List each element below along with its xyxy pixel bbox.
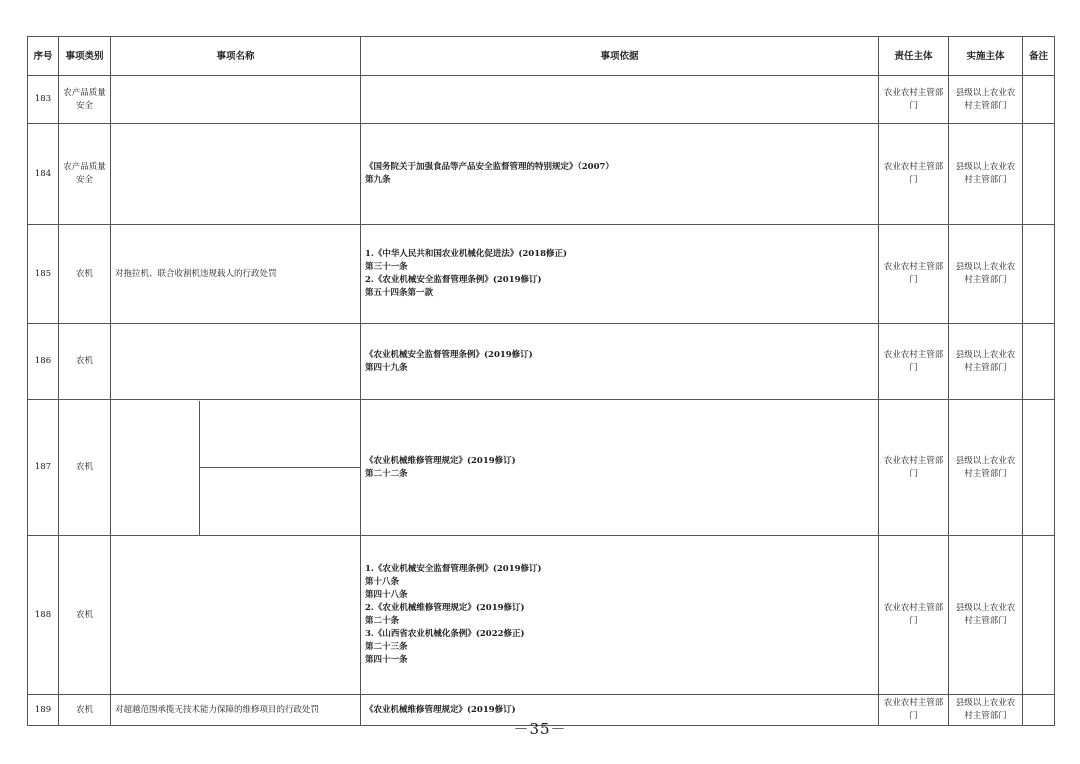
row-num: 183 — [28, 76, 59, 124]
basis-article-label: 第二十二条 — [365, 468, 408, 479]
row-name: 对超越范围承揽无技术能力保障的维修项目的行政处罚 — [111, 695, 361, 726]
table-row — [28, 225, 1055, 324]
row-category: 农产品质量安全 — [59, 76, 111, 124]
row-owner: 农业农村主管部门 — [879, 324, 949, 400]
basis-law-title: 2.《农业机械维修管理规定》(2019修订) — [365, 603, 525, 613]
matter-table — [27, 36, 1055, 726]
row-owner: 农业农村主管部门 — [879, 76, 949, 124]
row-agency: 县级以上农业农村主管部门 — [949, 225, 1023, 324]
basis-article-label: 第十八条 — [365, 577, 400, 587]
basis-law-title: 3.《山西省农业机械化条例》(2022修正) — [365, 629, 525, 639]
table-row — [28, 76, 1055, 124]
row-agency: 县级以上农业农村主管部门 — [949, 536, 1023, 695]
row-num: 187 — [28, 400, 59, 536]
row-name — [111, 400, 361, 536]
basis-article-label: 第四十九条 — [365, 362, 408, 373]
row-name — [111, 124, 361, 225]
basis-article-label: 第三十一条 — [365, 262, 408, 272]
row-basis — [361, 400, 879, 536]
name-sub-cell — [200, 468, 360, 535]
name-split — [111, 401, 360, 535]
basis-law-title: 《农业机械安全监督管理条例》(2019修订) — [365, 349, 533, 360]
name-parent-cell — [111, 401, 200, 535]
basis-article-label: 第四十八条 — [365, 590, 408, 600]
header-agency: 实施主体 — [949, 37, 1023, 76]
header-category: 事项类别 — [59, 37, 111, 76]
row-basis — [361, 225, 879, 324]
basis-law-title: 1.《农业机械安全监督管理条例》(2019修订) — [365, 564, 542, 574]
basis-law-title: 《农业机械维修管理规定》(2019修订) — [365, 455, 516, 466]
basis-article-label: 第九条 — [365, 175, 391, 185]
header-num: 序号 — [28, 37, 59, 76]
row-remark — [1023, 324, 1055, 400]
basis-law-title: 《农业机械维修管理规定》(2019修订) — [365, 704, 516, 715]
row-basis — [361, 76, 879, 124]
row-name — [111, 76, 361, 124]
row-num: 189 — [28, 695, 59, 726]
row-agency: 县级以上农业农村主管部门 — [949, 324, 1023, 400]
row-remark — [1023, 76, 1055, 124]
row-remark — [1023, 225, 1055, 324]
table-header-row — [28, 37, 1055, 76]
row-category: 农机 — [59, 536, 111, 695]
row-basis — [361, 124, 879, 225]
row-num: 186 — [28, 324, 59, 400]
row-name: 对拖拉机、联合收割机违规载人的行政处罚 — [111, 225, 361, 324]
row-name — [111, 324, 361, 400]
document-page — [27, 36, 1054, 726]
row-agency: 县级以上农业农村主管部门 — [949, 76, 1023, 124]
table-row — [28, 536, 1055, 695]
row-agency: 县级以上农业农村主管部门 — [949, 400, 1023, 536]
name-sub-cell — [200, 401, 360, 469]
row-agency: 县级以上农业农村主管部门 — [949, 695, 1023, 726]
row-category: 农机 — [59, 400, 111, 536]
basis-law-title: 《国务院关于加强食品等产品安全监督管理的特别规定》（2007） — [365, 162, 614, 172]
row-remark — [1023, 400, 1055, 536]
row-remark — [1023, 124, 1055, 225]
header-owner: 责任主体 — [879, 37, 949, 76]
table-row — [28, 324, 1055, 400]
row-owner: 农业农村主管部门 — [879, 536, 949, 695]
row-category: 农机 — [59, 324, 111, 400]
basis-article-label: 第二十三条 — [365, 642, 408, 652]
row-category: 农产品质量安全 — [59, 124, 111, 225]
row-remark — [1023, 536, 1055, 695]
table-row — [28, 400, 1055, 536]
basis-article-label: 第二十条 — [365, 616, 400, 626]
row-owner: 农业农村主管部门 — [879, 695, 949, 726]
row-num: 188 — [28, 536, 59, 695]
header-basis: 事项依据 — [361, 37, 879, 76]
basis-article-label: 第四十一条 — [365, 655, 408, 665]
row-owner: 农业农村主管部门 — [879, 400, 949, 536]
row-name — [111, 536, 361, 695]
row-owner: 农业农村主管部门 — [879, 124, 949, 225]
basis-law-title: 2.《农业机械安全监督管理条例》(2019修订) — [365, 275, 542, 285]
row-agency: 县级以上农业农村主管部门 — [949, 124, 1023, 225]
row-owner: 农业农村主管部门 — [879, 225, 949, 324]
table-row — [28, 124, 1055, 225]
row-basis — [361, 536, 879, 695]
row-category: 农机 — [59, 695, 111, 726]
page-number: －35－ — [513, 720, 567, 738]
row-num: 185 — [28, 225, 59, 324]
row-basis — [361, 324, 879, 400]
header-name: 事项名称 — [111, 37, 361, 76]
name-sub-cells — [200, 401, 360, 535]
row-category: 农机 — [59, 225, 111, 324]
basis-article-label: 第五十四条第一款 — [365, 288, 434, 298]
header-remark: 备注 — [1023, 37, 1055, 76]
basis-law-title: 1.《中华人民共和国农业机械化促进法》(2018修正) — [365, 249, 568, 259]
row-num: 184 — [28, 124, 59, 225]
